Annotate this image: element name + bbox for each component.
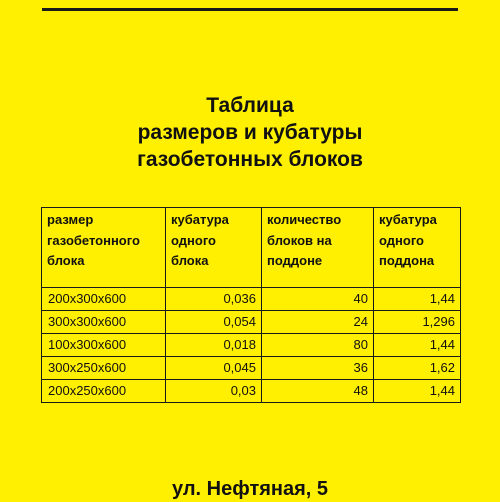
cell-block-size: 100x300x600 bbox=[42, 334, 166, 357]
cell-pallet-volume: 1,44 bbox=[374, 334, 461, 357]
cell-pallet-volume: 1,62 bbox=[374, 357, 461, 380]
cell-blocks-per-pallet: 80 bbox=[262, 334, 374, 357]
title-line: газобетонных блоков bbox=[137, 148, 363, 171]
cell-blocks-per-pallet: 36 bbox=[262, 357, 374, 380]
table-header-row bbox=[42, 208, 461, 288]
cell-pallet-volume: 1,44 bbox=[374, 288, 461, 311]
block-sizes-table bbox=[41, 207, 461, 403]
table-row bbox=[42, 334, 461, 357]
cell-block-size: 300x250x600 bbox=[42, 357, 166, 380]
page-title bbox=[0, 92, 500, 173]
cell-blocks-per-pallet: 40 bbox=[262, 288, 374, 311]
header-pallet-volume: кубатура одного поддона bbox=[374, 208, 461, 288]
cell-block-volume: 0,045 bbox=[166, 357, 262, 380]
header-blocks-per-pallet: количество блоков на поддоне bbox=[262, 208, 374, 288]
table-row bbox=[42, 288, 461, 311]
street-address: ул. Нефтяная, 5 bbox=[171, 478, 329, 500]
title-line: Таблица bbox=[206, 94, 294, 117]
cell-pallet-volume: 1,296 bbox=[374, 311, 461, 334]
cell-block-volume: 0,036 bbox=[166, 288, 262, 311]
cell-pallet-volume: 1,44 bbox=[374, 380, 461, 403]
cell-block-size: 300x300x600 bbox=[42, 311, 166, 334]
table-row bbox=[42, 311, 461, 334]
cell-block-volume: 0,054 bbox=[166, 311, 262, 334]
cell-block-size: 200x300x600 bbox=[42, 288, 166, 311]
cell-block-size: 200x250x600 bbox=[42, 380, 166, 403]
table-row bbox=[42, 380, 461, 403]
cell-block-volume: 0,018 bbox=[166, 334, 262, 357]
title-line: размеров и кубатуры bbox=[137, 121, 363, 144]
table-row bbox=[42, 357, 461, 380]
top-divider-line bbox=[42, 8, 458, 11]
cell-blocks-per-pallet: 24 bbox=[262, 311, 374, 334]
header-block-size: размер газобетонного блока bbox=[42, 208, 166, 288]
cell-blocks-per-pallet: 48 bbox=[262, 380, 374, 403]
header-block-volume: кубатура одного блока bbox=[166, 208, 262, 288]
cell-block-volume: 0,03 bbox=[166, 380, 262, 403]
